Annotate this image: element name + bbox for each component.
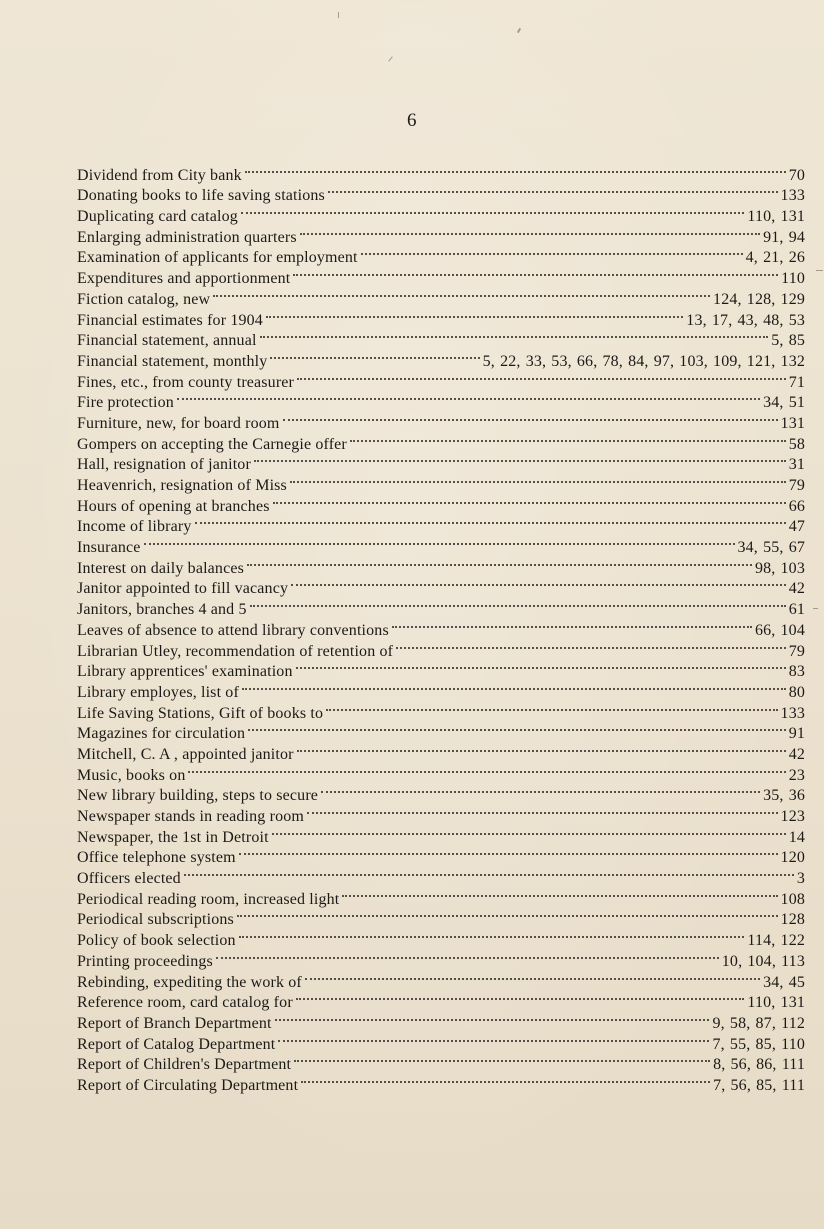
entry-page-numbers: 35, 36 (763, 787, 805, 805)
entry-page-numbers: 110, 131 (747, 994, 805, 1012)
entry-page-numbers: 91, 94 (763, 228, 805, 246)
dot-leader (270, 336, 479, 359)
dot-leader (275, 998, 710, 1021)
dot-leader (278, 1019, 709, 1042)
entry-title: Examination of applicants for employment (77, 249, 358, 267)
dot-leader (177, 378, 760, 401)
paper-speck (338, 12, 339, 18)
entry-title: Financial statement, annual (77, 332, 257, 350)
paper-speck (517, 28, 521, 33)
entry-title: Furniture, new, for board room (77, 414, 280, 432)
entry-page-numbers: 9, 58, 87, 112 (712, 1014, 805, 1032)
entry-title: Donating books to life saving stations (77, 187, 325, 205)
dot-leader (254, 440, 786, 463)
entry-page-numbers: 5, 85 (771, 332, 805, 350)
entry-page-numbers: 71 (788, 373, 805, 391)
page-number: 6 (407, 110, 417, 131)
dot-leader (296, 978, 745, 1001)
entry-page-numbers: 23 (788, 766, 805, 784)
entry-title: Income of library (77, 518, 192, 536)
entry-title: Librarian Utley, recommendation of retention of (77, 642, 394, 660)
entry-page-numbers: 31 (788, 456, 805, 474)
entry-page-numbers: 110 (781, 270, 805, 288)
entry-title: Insurance (77, 539, 141, 557)
dot-leader (392, 605, 752, 628)
entry-page-numbers: 80 (788, 683, 805, 701)
dot-leader (301, 1060, 710, 1083)
entry-title: Hall, resignation of janitor (77, 456, 251, 474)
dot-leader (247, 543, 752, 566)
entry-page-numbers: 42 (788, 745, 805, 763)
dot-leader (297, 357, 786, 380)
entry-page-numbers: 91 (788, 725, 805, 743)
entry-page-numbers: 10, 104, 113 (721, 952, 805, 970)
dot-leader (293, 253, 778, 276)
dot-leader (248, 709, 786, 732)
entry-page-numbers: 61 (788, 601, 805, 619)
entry-page-numbers: 34, 45 (763, 973, 805, 991)
entry-title: Hours of opening at branches (77, 497, 270, 515)
entry-page-numbers: 66, 104 (754, 621, 805, 639)
dot-leader (291, 564, 786, 587)
dot-leader (260, 316, 769, 339)
entry-title: Janitor appointed to fill vacancy (77, 580, 289, 598)
paper-speck (816, 270, 823, 271)
entry-page-numbers: 98, 103 (754, 559, 805, 577)
dot-leader (250, 584, 786, 607)
entry-title: Newspaper stands in reading room (77, 808, 304, 825)
entry-page-numbers: 34, 55, 67 (737, 539, 805, 557)
entry-title: Financial statement, monthly (77, 352, 268, 370)
dot-leader (396, 626, 786, 649)
entry-page-numbers: 3 (796, 870, 805, 888)
dot-leader (273, 481, 786, 504)
entry-page-numbers: 108 (780, 890, 805, 908)
dot-leader (245, 150, 786, 173)
dot-leader (213, 274, 710, 297)
entry-title: Newspaper, the 1st in Detroit (77, 828, 269, 846)
dot-leader (266, 295, 683, 318)
dot-leader (241, 191, 745, 214)
dot-leader (326, 688, 777, 711)
entry-title: Financial estimates for 1904 (77, 311, 263, 329)
entry-page-numbers: 34, 51 (763, 394, 805, 412)
entry-page-numbers: 110, 131 (747, 208, 805, 226)
entry-title: Interest on daily balances (77, 559, 244, 577)
entry-page-numbers: 79 (788, 642, 805, 660)
dot-leader (239, 915, 745, 938)
entry-page-numbers: 131 (780, 414, 805, 432)
dot-leader (184, 853, 794, 876)
entry-title: Fiction catalog, new (77, 290, 211, 308)
index-list (77, 157, 805, 1094)
entry-page-numbers: 66 (788, 497, 805, 515)
entry-title: Officers elected (77, 870, 181, 888)
entry-page-numbers: 42 (788, 580, 805, 598)
entry-page-numbers: 114, 122 (747, 932, 805, 950)
entry-title: Expenditures and apportionment (77, 270, 291, 288)
dot-leader (272, 812, 786, 835)
entry-page-numbers: 7, 56, 85, 111 (713, 1076, 805, 1094)
dot-leader (328, 171, 778, 194)
entry-title: Report of Catalog Department (77, 1035, 276, 1053)
dot-leader (294, 1040, 710, 1063)
entry-page-numbers: 13, 17, 43, 48, 53 (686, 311, 805, 329)
entry-page-numbers: 14 (788, 828, 805, 846)
entry-title: Fire protection (77, 394, 174, 412)
entry-title: Life Saving Stations, Gift of books to (77, 704, 324, 722)
entry-title: Reference room, card catalog for (77, 994, 293, 1012)
entry-title: Periodical reading room, increased light (77, 890, 340, 908)
entry-title: Magazines for circulation (77, 725, 246, 743)
entry-title: Janitors, branches 4 and 5 (77, 601, 247, 619)
entry-title: Report of Circulating Department (77, 1076, 299, 1094)
entry-title: Mitchell, C. A , appointed janitor (77, 745, 294, 763)
dot-leader (307, 791, 778, 814)
entry-title: Report of Children's Department (77, 1056, 292, 1074)
dot-leader (300, 212, 760, 235)
entry-page-numbers: 83 (788, 663, 805, 681)
entry-page-numbers: 5, 22, 33, 53, 66, 78, 84, 97, 103, 109, 121, 132 (482, 352, 805, 370)
dot-leader (188, 750, 785, 773)
entry-title: Heavenrich, resignation of Miss (77, 477, 287, 494)
dot-leader (296, 647, 786, 670)
dot-leader (350, 419, 786, 442)
dot-leader (144, 522, 735, 545)
dot-leader (305, 957, 760, 980)
entry-page-numbers: 70 (788, 166, 805, 184)
dot-leader (283, 398, 778, 421)
entry-page-numbers: 128 (780, 911, 805, 929)
entry-title: Duplicating card catalog (77, 208, 238, 226)
entry-title: Leaves of absence to attend library conventions (77, 621, 389, 639)
entry-page-numbers: 47 (788, 518, 805, 536)
entry-title: Printing proceedings (77, 952, 213, 970)
entry-title: Dividend from City bank (77, 166, 242, 184)
entry-title: Fines, etc., from county treasurer (77, 373, 295, 391)
entry-page-numbers: 133 (780, 704, 805, 722)
entry-page-numbers: 7, 55, 85, 110 (712, 1035, 805, 1053)
entry-title: Policy of book selection (77, 932, 236, 950)
entry-title: Enlarging administration quarters (77, 228, 297, 246)
entry-title: Periodical subscriptions (77, 911, 234, 929)
entry-title: Office telephone system (77, 849, 236, 867)
entry-title: Library employes, list of (77, 683, 239, 701)
entry-page-numbers: 133 (780, 187, 805, 205)
entry-page-numbers: 8, 56, 86, 111 (713, 1056, 805, 1074)
entry-title: New library building, steps to secure (77, 787, 319, 805)
entry-page-numbers: 79 (788, 477, 805, 494)
entry-page-numbers: 124, 128, 129 (713, 290, 805, 308)
dot-leader (342, 874, 777, 897)
entry-title: Rebinding, expediting the work of (77, 973, 302, 991)
dot-leader (195, 502, 786, 525)
dot-leader (297, 729, 786, 752)
dot-leader (321, 771, 760, 794)
paper-speck (388, 56, 393, 61)
dot-leader (361, 233, 743, 256)
entry-title: Report of Branch Department (77, 1014, 272, 1032)
dot-leader (290, 460, 786, 483)
dot-leader (239, 833, 778, 856)
entry-title: Library apprentices' examination (77, 663, 293, 681)
dot-leader (242, 667, 786, 690)
entry-title: Gompers on accepting the Carnegie offer (77, 435, 347, 453)
dot-leader (237, 895, 778, 918)
entry-title: Music, books on (77, 766, 186, 784)
entry-page-numbers: 123 (780, 808, 805, 825)
entry-page-numbers: 58 (788, 435, 805, 453)
paper-speck (813, 608, 818, 609)
dot-leader (216, 936, 719, 959)
entry-page-numbers: 120 (780, 849, 805, 867)
entry-page-numbers: 4, 21, 26 (745, 249, 805, 267)
